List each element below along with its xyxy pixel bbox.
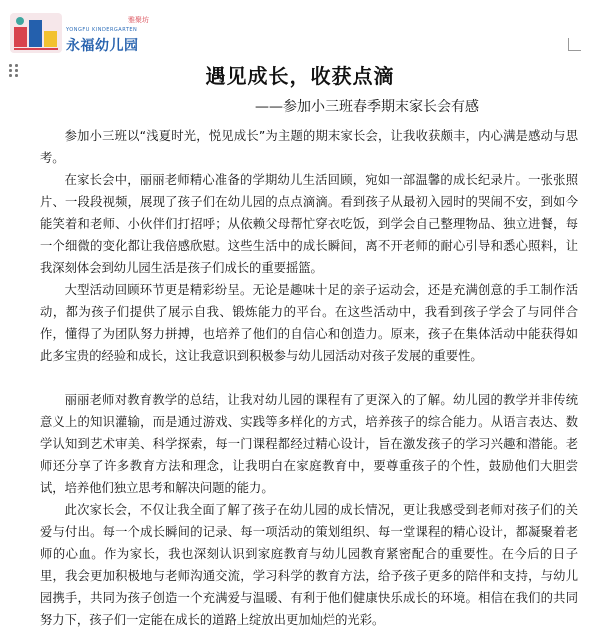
paragraph-life-review: 在家长会中，丽丽老师精心准备的学期幼儿生活回顾，宛如一部温馨的成长纪录片。一张张照片、一段段视频，展现了孩子们在幼儿园的点点滴滴。看到孩子从最初入园时的哭闹不安，到如今能笑着和老师、小伙伴们打招呼；从依赖父母帮忙穿衣吃饭，到学会自己整理物品、独立进餐，每一个细微的变化都让我倍感欣慰。这些生活中的成长瞬间，离不开老师的耐心引导和悉心照料，让我深刻体会到幼儿园生活是孩子们成长的重要摇篮。 [40, 173, 578, 275]
paragraph-intro: 参加小三班以“浅夏时光，悦见成长”为主题的期末家长会，让我收获颇丰，内心满是感动与思考。 [40, 129, 578, 165]
paragraph-activities: 大型活动回顾环节更是精彩纷呈。无论是趣味十足的亲子运动会，还是充满创意的手工制作活动，都为孩子们提供了展示自我、锻炼能力的平台。在这些活动中，我看到孩子学会了与同伴合作，懂得了为团队努力拼搏，也培养了他们的自信心和创造力。原来，孩子在集体活动中能获得如此多宝贵的经验和成长，这让我意识到积极参与幼儿园活动对孩子发展的重要性。 [40, 283, 578, 363]
logo-english-name: YONGFU KINDERGARTEN [66, 27, 138, 33]
document-title: 遇见成长，收获点滴 [205, 64, 395, 88]
page-corner-mark [568, 38, 581, 51]
paragraph-conclusion: 此次家长会，不仅让我全面了解了孩子在幼儿园的成长情况，更让我感受到老师对孩子们的关爱与付出。每一个成长瞬间的记录、每一项活动的策划组织、每一堂课程的精心设计，都凝聚着老师的心血。作为家长，我也深刻认识到家庭教育与幼儿园教育紧密配合的重要性。在今后的日子里，我会更加积极地与老师沟通交流，学习科学的教育方法，给予孩子更多的陪伴和支持，与幼儿园携手，共同为孩子创造一个充满爱与温暖、有利于他们健康快乐成长的环境。相信在我们的共同努力下，孩子们一定能在成长的道路上绽放出更加灿烂的光彩。 [40, 503, 578, 627]
kindergarten-logo [10, 9, 162, 59]
logo-name: 永福幼儿园 [66, 38, 139, 54]
logo-subtitle: 雅聚坊 [128, 16, 149, 24]
document-subtitle: ——参加小三班春季期末家长会有感 [255, 99, 479, 115]
logo-emblem-icon [10, 13, 62, 53]
paragraph-teaching: 丽丽老师对教育教学的总结，让我对幼儿园的课程有了更深入的了解。幼儿园的教学并非传统意义上的知识灌输，而是通过游戏、实践等多样化的方式，培养孩子的综合能力。从语言表达、数学认知到艺术审美、科学探索，每一门课程都经过精心设计，旨在激发孩子的学习兴趣和潜能。老师还分享了许多教育方法和理念，让我明白在家庭教育中，要尊重孩子的个性，鼓励他们大胆尝试，培养他们独立思考和解决问题的能力。 [40, 393, 578, 495]
